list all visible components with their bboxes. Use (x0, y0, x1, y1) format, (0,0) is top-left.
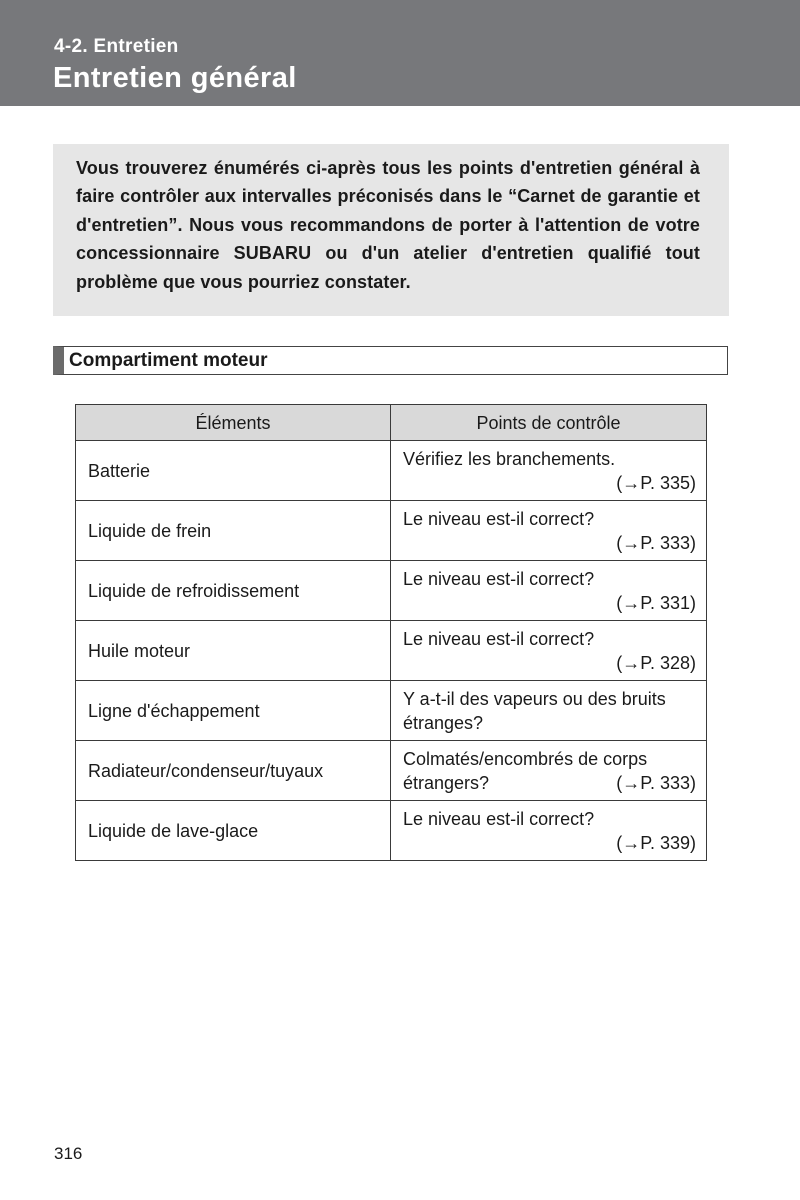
row-check (391, 561, 707, 621)
check-text-continued: étrangers? (403, 772, 490, 793)
intro-box (53, 144, 729, 316)
row-item: Liquide de refroidissement (76, 561, 391, 621)
table-row (76, 561, 707, 621)
header-band (0, 0, 800, 106)
intro-text: Vous trouverez énumérés ci-après tous les points d'entretien général à faire contrôler aux intervalles préconisés dans le “Carnet de garantie et d'entretien”. Nous vous recommandons de porter à l'attention de votre concessionnaire SUBARU ou d'un atelier d'entretien qualifié tout problème que vous pourriez constater. (76, 158, 700, 292)
table-row (76, 441, 707, 501)
maintenance-check-table (75, 404, 707, 861)
subheading-label: Compartiment moteur (69, 349, 268, 371)
table-row (76, 741, 707, 801)
page-reference: (→P. 335) (616, 472, 696, 493)
row-item: Liquide de lave-glace (76, 801, 391, 861)
table-row (76, 501, 707, 561)
row-item: Radiateur/condenseur/tuyaux (76, 741, 391, 801)
row-check (391, 801, 707, 861)
page-reference: (→P. 333) (616, 772, 696, 793)
check-text: Le niveau est-il correct? (403, 808, 595, 829)
row-check (391, 681, 707, 741)
check-text: Le niveau est-il correct? (403, 568, 595, 589)
row-item: Batterie (76, 441, 391, 501)
row-item: Huile moteur (76, 621, 391, 681)
row-check (391, 621, 707, 681)
check-text-continued: étranges? (403, 712, 484, 733)
page-number: 316 (54, 1144, 83, 1163)
page-reference: (→P. 339) (616, 832, 696, 853)
check-text: Le niveau est-il correct? (403, 508, 595, 529)
check-text: Le niveau est-il correct? (403, 628, 595, 649)
check-text: Colmatés/encombrés de corps (403, 748, 648, 769)
page-title: Entretien général (53, 62, 297, 94)
header-check-points: Points de contrôle (391, 405, 707, 441)
table-row (76, 801, 707, 861)
row-check (391, 741, 707, 801)
section-label: 4-2. Entretien (54, 36, 179, 57)
row-check (391, 441, 707, 501)
header-elements: Éléments (76, 405, 391, 441)
page-reference: (→P. 328) (616, 652, 696, 673)
row-item: Liquide de frein (76, 501, 391, 561)
subheading-engine-compartment (53, 346, 728, 375)
table-row (76, 621, 707, 681)
table-row (76, 681, 707, 741)
table-header-row (76, 405, 707, 441)
check-text: Vérifiez les branchements. (403, 448, 616, 469)
check-text: Y a-t-il des vapeurs ou des bruits (403, 688, 666, 709)
page-reference: (→P. 333) (616, 532, 696, 553)
page-reference: (→P. 331) (616, 592, 696, 613)
row-item: Ligne d'échappement (76, 681, 391, 741)
row-check (391, 501, 707, 561)
